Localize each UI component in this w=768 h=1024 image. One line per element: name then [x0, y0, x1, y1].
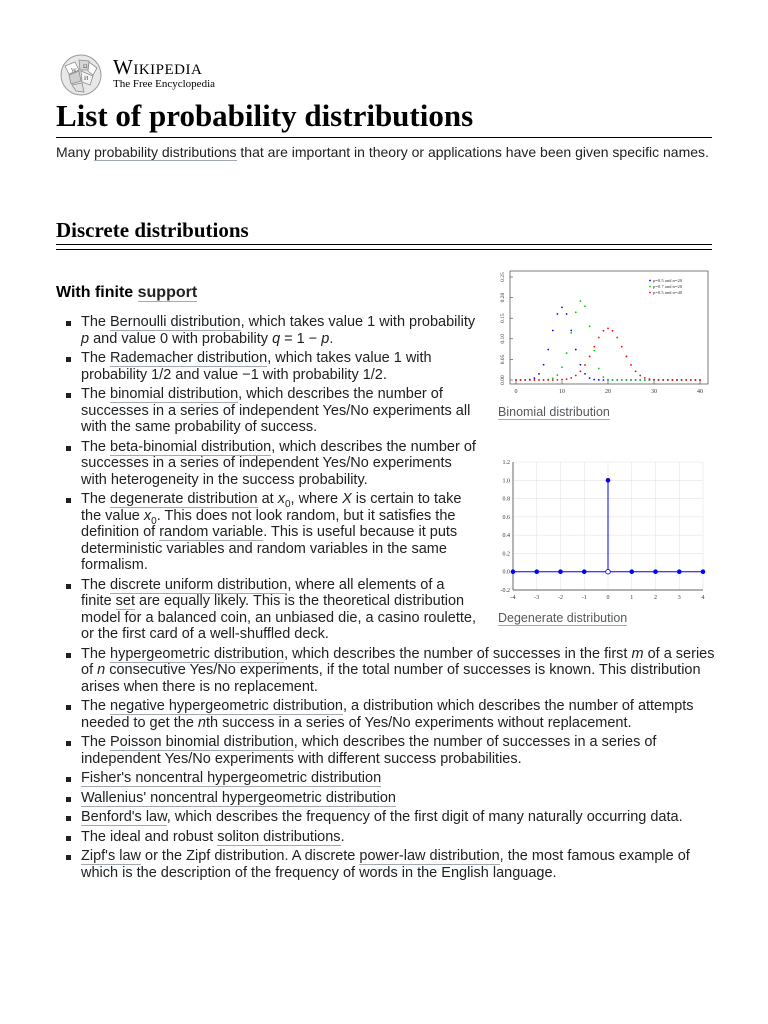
- binomial-point: [584, 305, 586, 307]
- list-item-soliton: The ideal and robust soliton distributions.: [56, 829, 716, 846]
- binomial-xtick-label: 30: [651, 389, 657, 395]
- distribution-list: [56, 314, 716, 884]
- list-item-zipf: Zipf's law or the Zipf distribution. A discrete power-law distribution, the most famous example of which is the description of the frequency of words in the English language.: [56, 848, 716, 881]
- section-divider-bottom: [56, 249, 712, 250]
- binomial-ytick-label: 0.20: [500, 292, 506, 303]
- link-rademacher-distribution[interactable]: Rademacher distribution: [110, 350, 268, 366]
- link-soliton-distributions[interactable]: soliton distributions: [217, 828, 341, 845]
- svg-text:Ω: Ω: [83, 64, 88, 70]
- page-title: List of probability distributions: [56, 98, 474, 133]
- list-item-bernoulli: The Bernoulli distribution, which takes value 1 with probability p and value 0 with probability q = 1 − p.: [56, 314, 476, 347]
- link-negative-hypergeometric-distribution[interactable]: negative hypergeometric distribution: [110, 698, 343, 714]
- list-item-negative-hypergeometric: The negative hypergeometric distribution, a distribution which describes the number of attempts needed to get the nth success in a series of Yes/No experiments without replacement.: [56, 698, 716, 731]
- binomial-ytick-label: 0.05: [500, 354, 506, 365]
- title-divider: [56, 137, 712, 138]
- degenerate-caption[interactable]: Degenerate distribution: [498, 611, 628, 625]
- list-item-beta-binomial: The beta-binomial distribution, which describes the number of successes in a series of independent Yes/No experiments with heterogeneity in the success probability.: [56, 439, 476, 489]
- degenerate-xtick-label: -3: [534, 595, 540, 601]
- intro-paragraph: Many probability distributions that are important in theory or applications have been given specific names.: [56, 144, 709, 160]
- link-fisher-noncentral-hypergeometric[interactable]: Fisher's noncentral hypergeometric distribution: [81, 770, 382, 786]
- section-heading: Discrete distributions: [56, 218, 249, 242]
- link-wallenius-noncentral-hypergeometric[interactable]: Wallenius' noncentral hypergeometric distribution: [81, 789, 396, 806]
- binomial-caption[interactable]: Binomial distribution: [498, 405, 610, 419]
- link-discrete-uniform-distribution[interactable]: discrete uniform distribution: [110, 576, 288, 593]
- degenerate-ytick-label: 0.8: [502, 496, 510, 503]
- degenerate-ytick-label: 1.2: [502, 460, 510, 466]
- degenerate-xtick-label: -2: [558, 595, 563, 601]
- link-random-variable[interactable]: random variable: [159, 524, 264, 540]
- degenerate-ytick-label: 0.6: [502, 514, 510, 521]
- degenerate-xtick-label: 4: [701, 595, 705, 601]
- binomial-legend-marker: [649, 280, 651, 282]
- binomial-point: [575, 311, 577, 313]
- binomial-ytick-label: 0.25: [500, 272, 506, 282]
- link-set[interactable]: set: [115, 593, 136, 609]
- svg-text:И: И: [84, 76, 89, 82]
- link-probability-distributions[interactable]: probability distributions: [94, 144, 237, 160]
- degenerate-xtick-label: 2: [654, 595, 657, 601]
- binomial-ytick-label: 0.10: [500, 333, 506, 344]
- degenerate-xtick-label: 3: [677, 595, 681, 601]
- link-support[interactable]: support: [137, 284, 198, 301]
- list-item-degenerate: The degenerate distribution at $x_0$, where X is certain to take the value $x_0$. This does not look random, but it satisfies the definition of random variable. This is useful because it puts deterministic variables and random variables in the same formalism.: [56, 491, 476, 574]
- binomial-point: [561, 307, 563, 309]
- binomial-ytick-label: 0.00: [500, 375, 506, 385]
- subsection-heading: With finite support: [56, 284, 198, 301]
- list-item-poisson-binomial: The Poisson binomial distribution, which describes the number of successes in a series of independent Yes/No experiments with different success probabilities.: [56, 734, 716, 767]
- degenerate-xtick-label: 1: [630, 595, 634, 601]
- list-item-benford: Benford's law, which describes the frequency of the first digit of many naturally occurring data.: [56, 809, 716, 826]
- binomial-legend-label: p=0.5 and n=40: [653, 290, 683, 295]
- list-item-rademacher: The Rademacher distribution, which takes value 1 with probability 1/2 and value −1 with probability 1/2.: [56, 350, 476, 383]
- binomial-legend-label: p=0.5 and n=20: [653, 278, 683, 283]
- list-item-wallenius: [56, 790, 716, 807]
- degenerate-xtick-label: -4: [510, 595, 516, 601]
- list-item-fisher: [56, 770, 716, 787]
- binomial-legend-marker: [649, 286, 651, 288]
- wordmark-tagline: The Free Encyclopedia: [113, 78, 216, 90]
- binomial-xtick-label: 0: [514, 389, 518, 395]
- link-power-law-distribution[interactable]: power-law distribution: [359, 848, 500, 864]
- degenerate-ytick-label: 1.0: [502, 478, 510, 485]
- binomial-xtick-label: 40: [697, 389, 703, 395]
- binomial-point: [580, 300, 582, 302]
- wordmark-title: Wikipedia: [113, 55, 203, 79]
- link-benfords-law[interactable]: Benford's law: [81, 809, 167, 825]
- link-zipfs-law[interactable]: Zipf's law: [81, 848, 141, 864]
- degenerate-xtick-label: 0: [606, 595, 610, 601]
- link-binomial-distribution[interactable]: binomial distribution: [110, 386, 239, 402]
- degenerate-ytick-label: 0.2: [502, 551, 510, 558]
- degenerate-ytick-label: -0.2: [500, 588, 510, 594]
- link-hypergeometric-distribution[interactable]: hypergeometric distribution: [110, 645, 285, 662]
- svg-text:W: W: [71, 68, 77, 74]
- wikipedia-wordmark[interactable]: [113, 57, 215, 91]
- binomial-ytick-label: 0.15: [500, 313, 506, 324]
- link-poisson-binomial-distribution[interactable]: Poisson binomial distribution: [110, 734, 294, 750]
- binomial-legend-label: p=0.7 and n=20: [653, 284, 683, 289]
- link-beta-binomial-distribution[interactable]: beta-binomial distribution: [110, 438, 272, 455]
- list-item-hypergeometric: The hypergeometric distribution, which describes the number of successes in the first m of a series of n consecutive Yes/No experiments, if the total number of successes is known. This distribution arises when there is no replacement.: [56, 646, 716, 696]
- binomial-legend-marker: [649, 292, 651, 294]
- degenerate-ytick-label: 0.0: [502, 569, 510, 576]
- binomial-xtick-label: 10: [559, 389, 565, 395]
- list-item-discrete-uniform: The discrete uniform distribution, where all elements of a finite set are equally likely. This is the theoretical distribution model for a balanced coin, an unbiased die, a casino roulette, or the first card of a well-shuffled deck.: [56, 577, 476, 643]
- wikipedia-globe-logo[interactable]: [55, 52, 107, 98]
- link-bernoulli-distribution[interactable]: Bernoulli distribution: [110, 314, 241, 330]
- list-item-binomial: The binomial distribution, which describes the number of successes in a series of independent Yes/No experiments all with the same probability of success.: [56, 386, 476, 436]
- degenerate-ytick-label: 0.4: [502, 533, 510, 540]
- degenerate-xtick-label: -1: [581, 595, 587, 601]
- section-divider-top: [56, 244, 712, 245]
- link-degenerate-distribution[interactable]: degenerate distribution: [110, 491, 258, 507]
- binomial-xtick-label: 20: [605, 389, 611, 395]
